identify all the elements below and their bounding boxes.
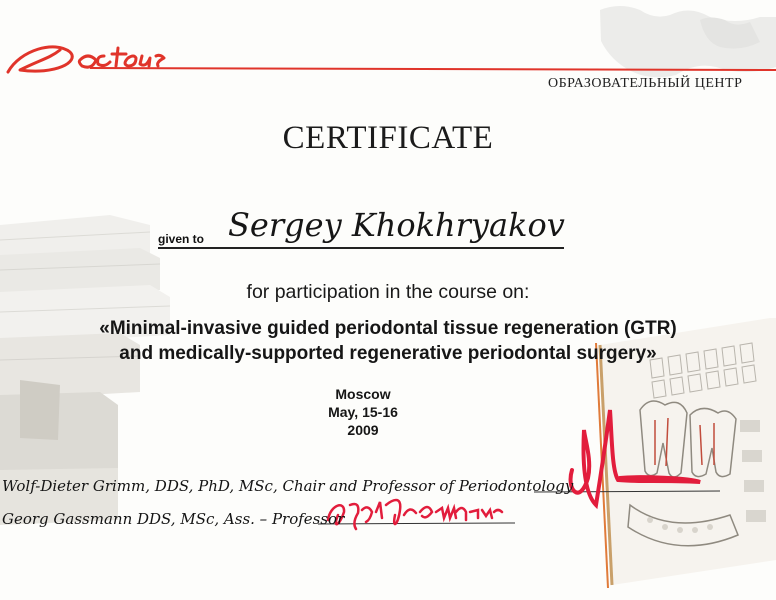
course-title-line-2: and medically-supported regenerative periodontal surgery» [119,343,657,364]
education-center-label: ОБРАЗОВАТЕЛЬНЫЙ ЦЕНТР [548,76,743,91]
course-title [0,316,776,366]
signatory-grimm: Wolf-Dieter Grimm, DDS, PhD, MSc, Chair and Professor of Periodontology [2,477,574,495]
event-details [0,385,726,439]
brand-logo-text [14,42,18,43]
signature-line-gassmann [318,523,515,524]
recipient-name: Sergey Khokhryakov [228,206,565,244]
recipient-underline [158,247,564,249]
signature-gassmann [328,500,502,529]
event-city: Moscow [335,386,391,402]
given-to-label: given to [158,232,205,246]
signatory-gassmann: Georg Gassmann DDS, MSc, Ass. – Professor [2,510,345,528]
course-title-line-1: «Minimal-invasive guided periodontal tissue regeneration (GTR) [99,318,677,339]
event-dates: May, 15-16 [328,404,398,420]
certificate-title: CERTIFICATE [282,120,494,156]
event-year: 2009 [347,422,379,438]
participation-text: for participation in the course on: [246,281,530,303]
world-map-watermark [600,6,776,77]
